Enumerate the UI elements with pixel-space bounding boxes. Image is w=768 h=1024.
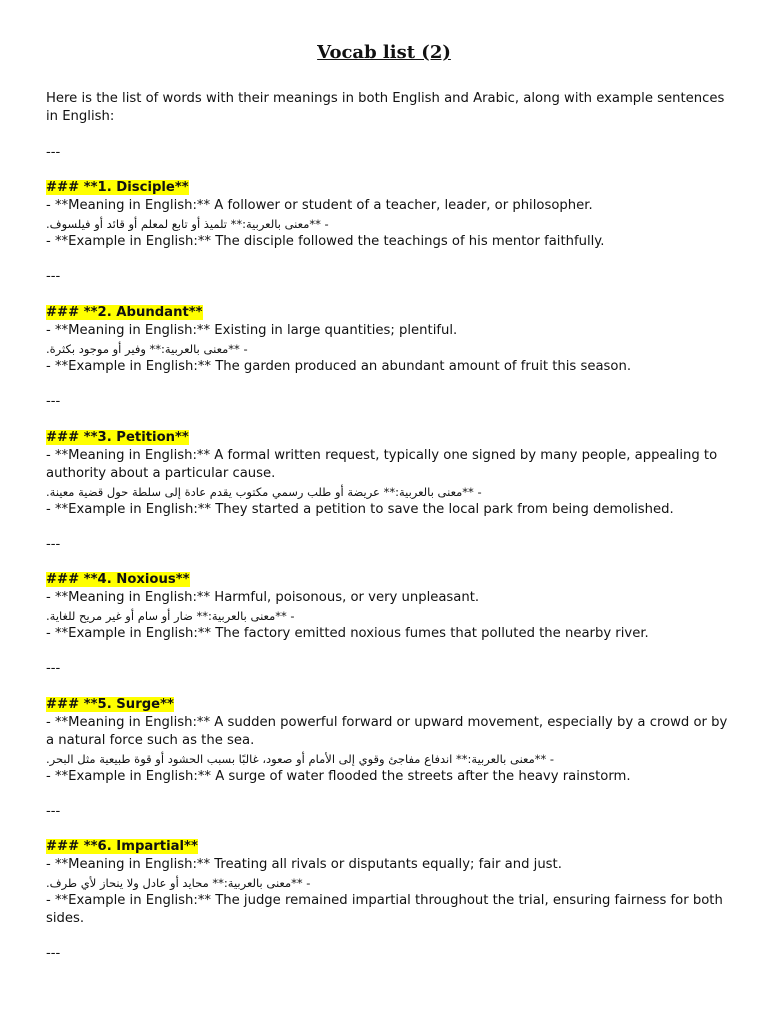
separator: --- bbox=[46, 394, 61, 409]
entry-meaning: - **Meaning in English:** A follower or student of a teacher, leader, or philosopher. bbox=[46, 198, 593, 213]
entry-meaning: - **Meaning in English:** A formal written request, typically one signed by many people, appealing to authority about a particular cause. bbox=[46, 448, 718, 481]
vocab-entry bbox=[46, 429, 736, 519]
entry-meaning: - **Meaning in English:** Existing in large quantities; plentiful. bbox=[46, 323, 458, 338]
separator: --- bbox=[46, 661, 61, 676]
entry-heading: ### **1. Disciple** bbox=[46, 180, 189, 195]
vocab-entry bbox=[46, 304, 736, 376]
separator: --- bbox=[46, 804, 61, 819]
entry-arabic: - **معنى بالعربية:** محايد أو عادل ولا ينحاز لأي طرف. bbox=[46, 876, 311, 890]
entry-arabic: - **معنى بالعربية:** ضار أو سام أو غير مريح للغاية. bbox=[46, 609, 295, 623]
entry-example: - **Example in English:** A surge of water flooded the streets after the heavy rainstorm. bbox=[46, 769, 631, 784]
entry-arabic: - **معنى بالعربية:** اندفاع مفاجئ وقوي إلى الأمام أو صعود، غالبًا بسبب الحشود أو قوة طبيعية مثل البحر. bbox=[46, 752, 555, 766]
entry-heading: ### **2. Abundant** bbox=[46, 305, 203, 320]
vocab-entry bbox=[46, 696, 736, 786]
entry-example: - **Example in English:** The judge remained impartial throughout the trial, ensuring fairness for both sides. bbox=[46, 893, 723, 926]
entry-arabic: - **معنى بالعربية:** تلميذ أو تابع لمعلم أو قائد أو فيلسوف. bbox=[46, 217, 329, 231]
entry-meaning: - **Meaning in English:** Harmful, poisonous, or very unpleasant. bbox=[46, 590, 480, 605]
entry-example: - **Example in English:** They started a petition to save the local park from being demolished. bbox=[46, 502, 674, 517]
vocab-entry bbox=[46, 838, 736, 928]
separator: --- bbox=[46, 946, 61, 961]
entry-arabic: - **معنى بالعربية:** عريضة أو طلب رسمي مكتوب يقدم عادة إلى سلطة حول قضية معينة. bbox=[46, 485, 482, 499]
entry-example: - **Example in English:** The disciple followed the teachings of his mentor faithfully. bbox=[46, 234, 605, 249]
page-title: Vocab list (2) bbox=[317, 42, 451, 63]
separator: --- bbox=[46, 537, 61, 552]
vocab-entry bbox=[46, 179, 736, 251]
separator: --- bbox=[46, 145, 61, 160]
entry-arabic: - **معنى بالعربية:** وفير أو موجود بكثرة. bbox=[46, 342, 248, 356]
entry-heading: ### **3. Petition** bbox=[46, 430, 189, 445]
entry-heading: ### **5. Surge** bbox=[46, 697, 174, 712]
entry-example: - **Example in English:** The garden produced an abundant amount of fruit this season. bbox=[46, 359, 632, 374]
intro-paragraph: Here is the list of words with their meanings in both English and Arabic, along with example sentences in English: bbox=[46, 91, 725, 124]
entry-heading: ### **4. Noxious** bbox=[46, 572, 190, 587]
entry-meaning: - **Meaning in English:** A sudden powerful forward or upward movement, especially by a crowd or by a natural force such as the sea. bbox=[46, 715, 728, 748]
vocab-entry bbox=[46, 571, 736, 643]
entry-heading: ### **6. Impartial** bbox=[46, 839, 198, 854]
entry-meaning: - **Meaning in English:** Treating all rivals or disputants equally; fair and just. bbox=[46, 857, 562, 872]
entry-example: - **Example in English:** The factory emitted noxious fumes that polluted the nearby river. bbox=[46, 626, 649, 641]
separator: --- bbox=[46, 269, 61, 284]
